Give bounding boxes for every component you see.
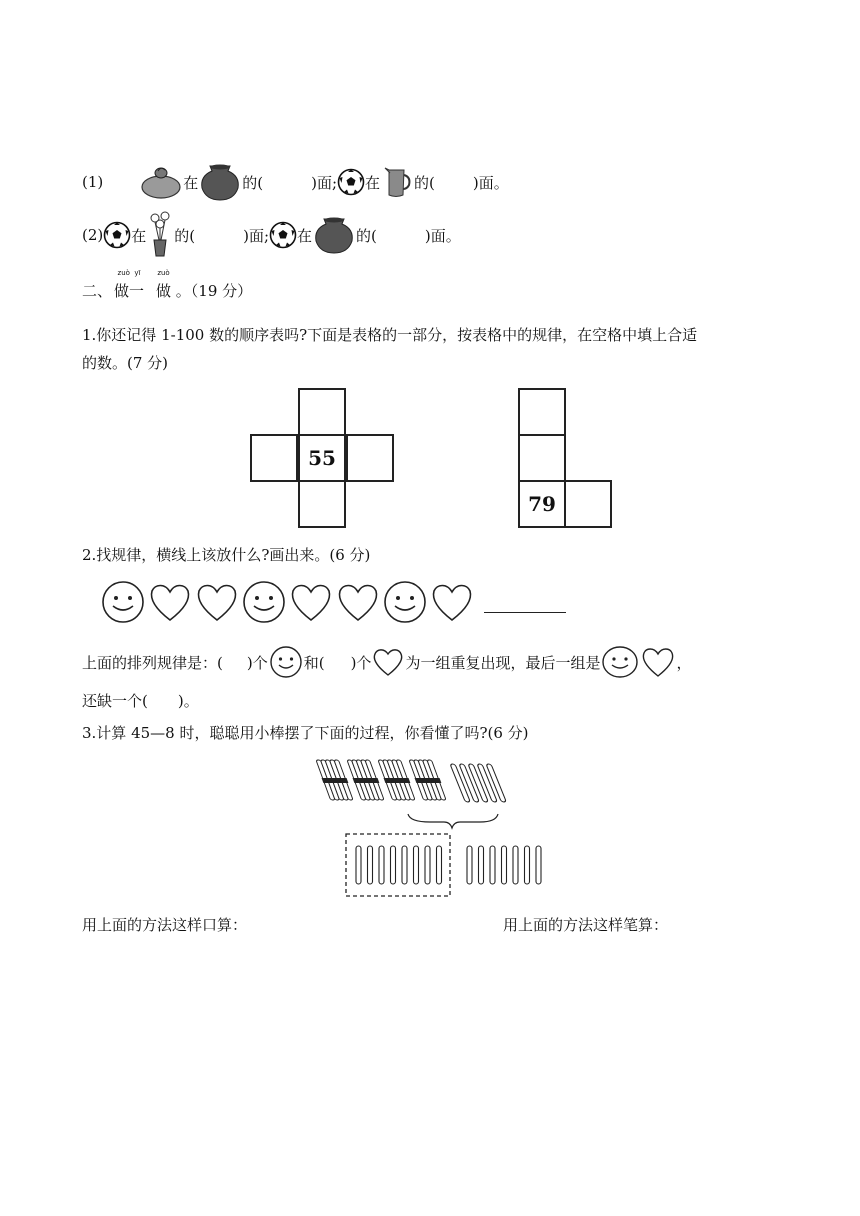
problem-2-title: 2.找规律，横线上该放什么?画出来。(6 分): [82, 546, 371, 564]
boxed-stick: [414, 846, 419, 884]
pumpkin-icon: [139, 164, 183, 200]
l-grid: [518, 388, 614, 530]
pot-icon: [198, 162, 242, 202]
rule-part-f: ，: [676, 653, 692, 672]
written-calc-label: 用上面的方法这样笔算：: [503, 916, 669, 934]
stick-bundle: [346, 760, 386, 800]
pot-icon: [312, 215, 356, 255]
q1-line-1: [82, 162, 509, 202]
cross-cell-center: 55: [298, 434, 346, 482]
section-2-word2: zuò 做: [156, 269, 172, 300]
q1-line1-zai: 在: [183, 173, 199, 192]
grouping-brace: [408, 814, 498, 828]
pattern-heart-icon: [288, 580, 334, 624]
q1-line1-de2: 的(: [414, 173, 435, 192]
cross-cell-left[interactable]: [250, 434, 298, 482]
problem-1-text-line2: 的数。(7 分): [82, 354, 169, 372]
l-cell-middle[interactable]: [518, 434, 566, 482]
flower-vase-icon: [146, 210, 174, 260]
boxed-stick: [425, 846, 430, 884]
rule-part-c: 和(: [303, 653, 325, 672]
q1-line2-de1: 的(: [174, 226, 196, 245]
stick-bundle: [408, 760, 448, 800]
problem-2-rule-line: [82, 644, 691, 680]
heart-icon: [371, 646, 405, 678]
section-2-suffix: 。（19 分）: [171, 282, 253, 300]
q1-line1-close1: )面;: [311, 173, 338, 192]
cross-cell-right[interactable]: [346, 434, 394, 482]
pitcher-icon: [380, 165, 414, 199]
l-cell-bottom-right[interactable]: [564, 480, 612, 528]
q1-line2-zai2: 在: [297, 226, 313, 245]
cross-cell-top[interactable]: [298, 388, 346, 436]
right-stick: [502, 846, 507, 884]
q1-line-2: [82, 210, 461, 260]
rule-part-e: 为一组重复出现，最后一组是: [405, 653, 601, 672]
right-stick: [513, 846, 518, 884]
section-2-word2-pinyin: zuò: [157, 269, 170, 277]
pattern-smiley-icon: [241, 580, 287, 624]
right-stick: [536, 846, 541, 884]
q1-line1-zai2: 在: [365, 173, 381, 192]
problem-2-rule-line2: 还缺一个( )。: [82, 692, 199, 710]
q1-line1-de1: 的(: [242, 173, 264, 192]
right-stick: [525, 846, 530, 884]
section-2-word1-pinyin: zuò yī: [117, 269, 141, 277]
q1-line2-number: (2): [82, 226, 104, 244]
q1-line2-de2: 的(: [356, 226, 377, 245]
pattern-smiley-icon: [100, 580, 146, 624]
dashed-box: [346, 834, 450, 896]
q1-line1-number: (1): [82, 173, 104, 191]
stick-bundle: [315, 760, 355, 800]
boxed-stick: [402, 846, 407, 884]
right-stick: [479, 846, 484, 884]
cross-grid: [250, 388, 396, 530]
pattern-heart-icon: [194, 580, 240, 624]
stick-bundle: [377, 760, 417, 800]
q1-line2-close2: )面。: [424, 226, 461, 245]
q1-line2-close1: )面;: [243, 226, 270, 245]
smiley-icon: [600, 644, 640, 680]
rule-part-d: )个: [350, 653, 372, 672]
heart-icon: [640, 645, 676, 679]
oral-calc-label: 用上面的方法这样口算：: [82, 916, 248, 934]
q1-line1-close2: )面。: [472, 173, 509, 192]
cross-cell-bottom[interactable]: [298, 480, 346, 528]
soccer-ball-icon: [337, 168, 365, 196]
soccer-ball-icon: [103, 221, 131, 249]
l-cell-bottom: 79: [518, 480, 566, 528]
boxed-stick: [356, 846, 361, 884]
pattern-row: [100, 580, 476, 624]
pattern-heart-icon: [147, 580, 193, 624]
boxed-stick: [437, 846, 442, 884]
problem-3-title: 3.计算 45—8 时，聪聪用小棒摆了下面的过程，你看懂了吗?(6 分): [82, 724, 529, 742]
pattern-answer-line[interactable]: [484, 612, 566, 613]
right-stick: [490, 846, 495, 884]
pattern-heart-icon: [335, 580, 381, 624]
section-2-heading: [82, 269, 253, 301]
l-cell-top[interactable]: [518, 388, 566, 436]
section-2-prefix: 二、: [82, 282, 113, 300]
sticks-illustration: [310, 756, 570, 906]
boxed-stick: [368, 846, 373, 884]
rule-part-a: 上面的排列规律是：(: [82, 653, 223, 672]
boxed-stick: [379, 846, 384, 884]
pattern-smiley-icon: [382, 580, 428, 624]
boxed-stick: [391, 846, 396, 884]
soccer-ball-icon: [269, 221, 297, 249]
problem-1-text-line1: 1.你还记得 1-100 数的顺序表吗?下面是表格的一部分，按表格中的规律，在空格中填上合适: [82, 326, 698, 344]
smiley-icon: [268, 644, 304, 680]
pattern-heart-icon: [429, 580, 475, 624]
right-stick: [467, 846, 472, 884]
q1-line2-zai: 在: [131, 226, 147, 245]
rule-part-b: )个: [246, 653, 268, 672]
section-2-word1: zuò yī 做一: [114, 269, 145, 300]
